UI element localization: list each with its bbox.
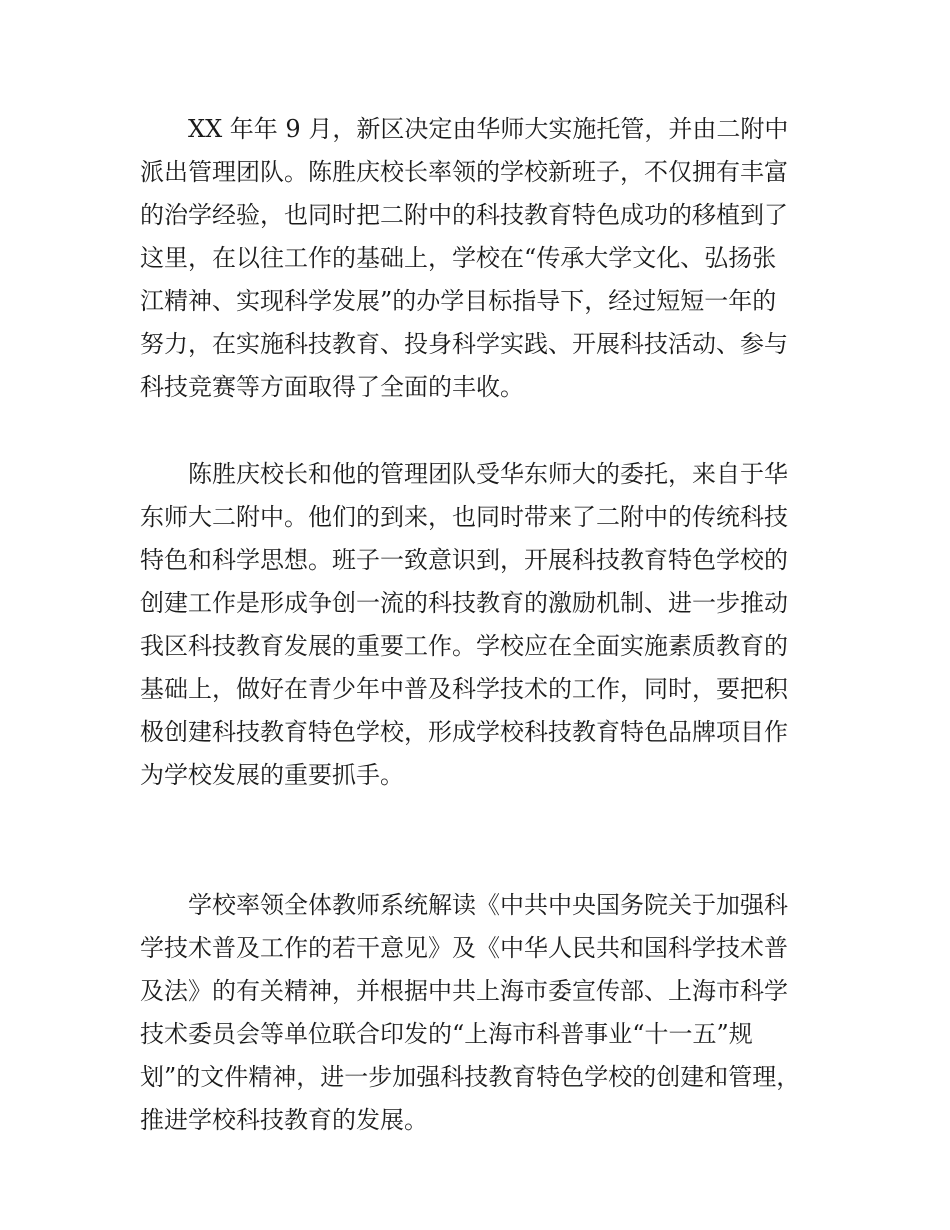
paragraph-line: 我区科技教育发展的重要工作。学校应在全面实施素质教育的: [140, 632, 788, 660]
paragraph-line: 为学校发展的重要抓手。: [140, 761, 404, 789]
paragraph-line: 这里，在以往工作的基础上，学校在“传承大学文化、弘扬张: [140, 244, 777, 272]
paragraph-line: 学校率领全体教师系统解读《中共中央国务院关于加强科: [188, 891, 788, 919]
paragraph-2: [140, 453, 825, 840]
paragraph-line: 技术委员会等单位联合印发的“上海市科普事业“十一五”规: [140, 1020, 753, 1048]
paragraph-line: 及法》的有关精神，并根据中共上海市委宣传部、上海市科学: [140, 977, 788, 1005]
paragraph-line: 推进学校科技教育的发展。: [140, 1106, 428, 1134]
paragraph-line: 努力，在实施科技教育、投身科学实践、开展科技活动、参与: [140, 330, 788, 358]
paragraph-line: 派出管理团队。陈胜庆校长率领的学校新班子，不仅拥有丰富: [140, 158, 788, 186]
paragraph-line: 划”的文件精神，进一步加强科技教育特色学校的创建和管理，: [140, 1063, 801, 1091]
paragraph-line: 创建工作是形成争创一流的科技教育的激励机制、进一步推动: [140, 589, 788, 617]
paragraph-line: 学技术普及工作的若干意见》及《中华人民共和国科学技术普: [140, 934, 788, 962]
paragraph-line: 基础上，做好在青少年中普及科学技术的工作，同时，要把积: [140, 675, 788, 703]
paragraph-line: [140, 797, 825, 840]
paragraph-line: 极创建科技教育特色学校，形成学校科技教育特色品牌项目作: [140, 718, 788, 746]
paragraph-line: 科技竞赛等方面取得了全面的丰收。: [140, 373, 524, 401]
paragraph-3: [140, 884, 825, 1142]
paragraph-line: 的治学经验，也同时把二附中的科技教育特色成功的移植到了: [140, 201, 788, 229]
paragraph-line: 特色和科学思想。班子一致意识到，开展科技教育特色学校的: [140, 546, 788, 574]
paragraph-line: 东师大二附中。他们的到来，也同时带来了二附中的传统科技: [140, 503, 788, 531]
paragraph-1: [140, 108, 825, 409]
paragraph-line: XX 年年 9 月，新区决定由华师大实施托管，并由二附中: [188, 115, 789, 143]
paragraph-line: 陈胜庆校长和他的管理团队受华东师大的委托，来自于华: [188, 460, 788, 488]
document-page: [140, 108, 825, 1186]
paragraph-line: 江精神、实现科学发展”的办学目标指导下，经过短短一年的: [140, 287, 777, 315]
